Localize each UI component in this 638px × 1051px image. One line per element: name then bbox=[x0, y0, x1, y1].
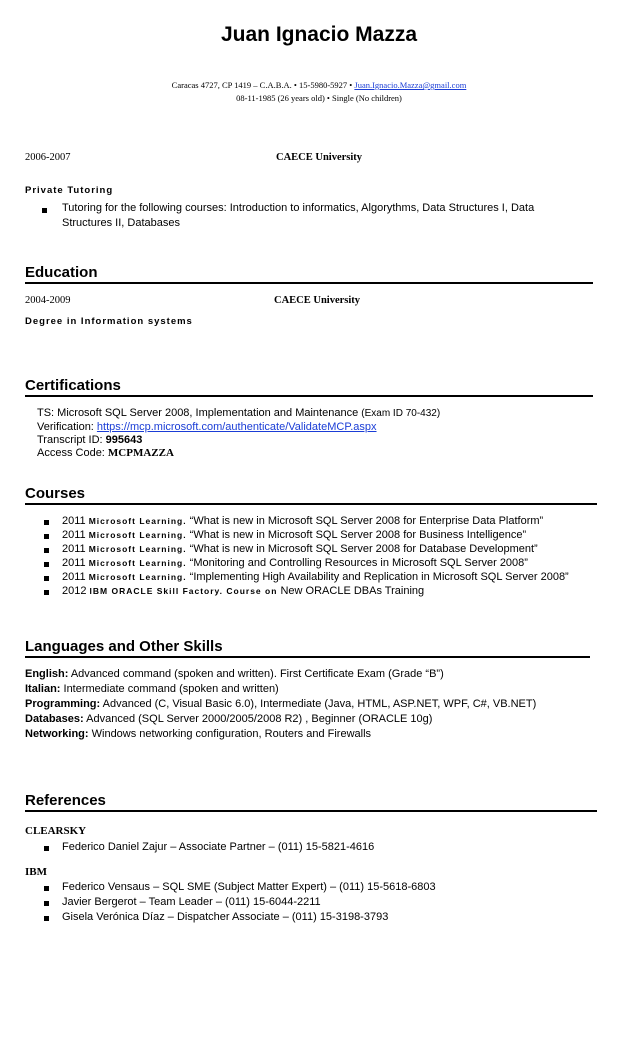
verification-link[interactable]: https://mcp.microsoft.com/authenticate/ValidateMCP.aspx bbox=[96, 421, 377, 433]
course-year: 2011 bbox=[62, 557, 86, 569]
course-title: “What is new in Microsoft SQL Server 2008 for Database Development” bbox=[186, 543, 538, 555]
cert-transcript-line bbox=[37, 434, 142, 446]
course-item bbox=[62, 557, 528, 569]
skill-line bbox=[25, 668, 444, 680]
verification-label: Verification: bbox=[37, 421, 97, 433]
bullet-icon bbox=[44, 562, 49, 567]
skill-label: Databases: bbox=[25, 713, 84, 725]
course-provider: Microsoft Learning. bbox=[88, 516, 187, 526]
skill-text: Advanced (C, Visual Basic 6.0), Intermediate (Java, HTML, ASP.NET, WPF, C#, VB.NET) bbox=[100, 698, 537, 710]
experience-bullet-line2: Structures II, Databases bbox=[62, 217, 180, 229]
transcript-id: 995643 bbox=[105, 434, 143, 446]
course-title: “Implementing High Availability and Replication in Microsoft SQL Server 2008” bbox=[186, 571, 569, 583]
bullet-icon bbox=[44, 886, 49, 891]
skill-line bbox=[25, 713, 432, 725]
reference-company: IBM bbox=[25, 866, 47, 878]
experience-institution: CAECE University bbox=[276, 152, 363, 163]
course-provider: Microsoft Learning. bbox=[88, 544, 187, 554]
access-label: Access Code: bbox=[37, 447, 108, 459]
course-year: 2012 bbox=[62, 585, 87, 597]
course-year: 2011 bbox=[62, 515, 86, 527]
address-phone: Caracas 4727, CP 1419 – C.A.B.A. • 15-5980-5927 • bbox=[171, 80, 355, 90]
course-provider: IBM ORACLE Skill Factory. Course on bbox=[89, 586, 278, 596]
course-title: New ORACLE DBAs Training bbox=[277, 585, 425, 597]
course-item bbox=[62, 515, 543, 527]
references-heading: References bbox=[25, 792, 597, 812]
course-item bbox=[62, 585, 424, 597]
bullet-icon bbox=[44, 534, 49, 539]
skill-line bbox=[25, 698, 536, 710]
skill-text: Windows networking configuration, Routers and Firewalls bbox=[88, 728, 372, 740]
experience-bullet-line1: Tutoring for the following courses: Introduction to informatics, Algorythms, Data Structures I, Data bbox=[62, 202, 535, 214]
skill-text: Advanced (SQL Server 2000/2005/2008 R2) , Beginner (ORACLE 10g) bbox=[83, 713, 433, 725]
personal-info: 08-11-1985 (26 years old) • Single (No children) bbox=[236, 93, 402, 103]
experience-role: Private Tutoring bbox=[25, 185, 114, 196]
applicant-name: Juan Ignacio Mazza bbox=[220, 23, 418, 46]
reference-person: Federico Vensaus – SQL SME (Subject Matter Expert) – (011) 15-5618-6803 bbox=[62, 881, 436, 893]
skill-text: Intermediate command (spoken and written) bbox=[60, 683, 279, 695]
courses-heading: Courses bbox=[25, 485, 597, 505]
skill-label: Italian: bbox=[25, 683, 61, 695]
bullet-icon bbox=[44, 548, 49, 553]
education-degree: Degree in Information systems bbox=[25, 316, 193, 327]
certifications-heading: Certifications bbox=[25, 377, 593, 397]
education-date: 2004-2009 bbox=[25, 295, 71, 306]
reference-person: Javier Bergerot – Team Leader – (011) 15-6044-2211 bbox=[62, 896, 321, 908]
reference-person: Federico Daniel Zajur – Associate Partner – (011) 15-5821-4616 bbox=[62, 841, 375, 853]
bullet-icon bbox=[44, 916, 49, 921]
cert-title: TS: Microsoft SQL Server 2008, Implementation and Maintenance bbox=[37, 407, 359, 419]
skill-text: Advanced command (spoken and written). First Certificate Exam (Grade “B”) bbox=[68, 668, 444, 680]
cert-access-line bbox=[37, 447, 174, 459]
reference-person: Gisela Verónica Díaz – Dispatcher Associate – (011) 15-3198-3793 bbox=[62, 911, 389, 923]
education-institution: CAECE University bbox=[274, 295, 361, 306]
course-item bbox=[62, 543, 538, 555]
skills-heading: Languages and Other Skills bbox=[25, 638, 590, 658]
access-code: MCPMAZZA bbox=[107, 447, 174, 459]
email-link[interactable]: Juan.Ignacio.Mazza@gmail.com bbox=[354, 80, 467, 90]
cert-verification-line bbox=[37, 421, 377, 433]
course-title: “Monitoring and Controlling Resources in Microsoft SQL Server 2008” bbox=[186, 557, 528, 569]
course-provider: Microsoft Learning. bbox=[88, 530, 187, 540]
reference-company: CLEARSKY bbox=[25, 825, 87, 837]
course-item bbox=[62, 529, 526, 541]
cert-title-line bbox=[37, 407, 440, 419]
course-provider: Microsoft Learning. bbox=[88, 572, 187, 582]
skill-label: English: bbox=[25, 668, 69, 680]
bullet-icon bbox=[42, 208, 47, 213]
course-year: 2011 bbox=[62, 571, 86, 583]
skill-label: Programming: bbox=[25, 698, 101, 710]
skill-line bbox=[25, 728, 371, 740]
course-year: 2011 bbox=[62, 543, 86, 555]
bullet-icon bbox=[44, 590, 49, 595]
transcript-label: Transcript ID: bbox=[37, 434, 106, 446]
course-year: 2011 bbox=[62, 529, 86, 541]
education-heading: Education bbox=[25, 264, 593, 284]
cert-exam-id: (Exam ID 70-432) bbox=[361, 408, 441, 419]
bullet-icon bbox=[44, 846, 49, 851]
contact-line bbox=[0, 80, 638, 90]
skill-line bbox=[25, 683, 279, 695]
course-item bbox=[62, 571, 569, 583]
experience-date: 2006-2007 bbox=[25, 152, 71, 163]
bullet-icon bbox=[44, 520, 49, 525]
bullet-icon bbox=[44, 576, 49, 581]
course-title: “What is new in Microsoft SQL Server 2008 for Enterprise Data Platform” bbox=[186, 515, 544, 527]
course-title: “What is new in Microsoft SQL Server 2008 for Business Intelligence” bbox=[186, 529, 527, 541]
bullet-icon bbox=[44, 901, 49, 906]
skill-label: Networking: bbox=[25, 728, 89, 740]
course-provider: Microsoft Learning. bbox=[88, 558, 187, 568]
